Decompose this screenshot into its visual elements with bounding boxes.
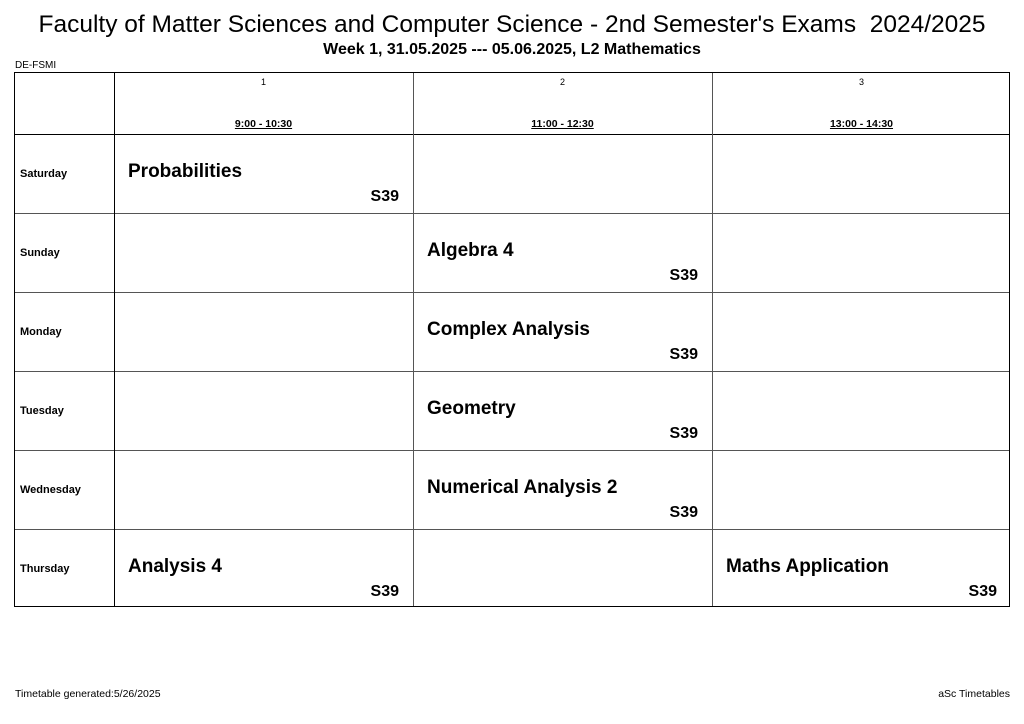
exam-subject: Complex Analysis [427,319,590,340]
exam-cell [712,529,1011,608]
exam-cell [413,450,712,529]
footer-generated: Timetable generated:5/26/2025 [15,688,161,700]
exam-cell [413,371,712,450]
exam-subject: Geometry [427,398,516,419]
period-time: 11:00 - 12:30 [531,118,594,130]
timetable-code: DE-FSMI [15,60,57,71]
exam-room: S39 [968,583,997,600]
exam-cell [114,134,413,213]
day-label-monday: Monday [20,325,62,338]
period-number: 2 [559,77,565,87]
exam-cell [413,292,712,371]
period-header-2 [413,73,712,134]
day-label-thursday: Thursday [20,562,70,575]
day-label-wednesday: Wednesday [20,483,81,496]
exam-room: S39 [669,504,698,521]
exam-cell [413,213,712,292]
exam-room: S39 [669,346,698,363]
period-time: 13:00 - 14:30 [829,118,894,130]
column-separator [712,73,713,606]
day-label-tuesday: Tuesday [20,404,64,417]
period-time: 9:00 - 10:30 [234,118,293,130]
footer-brand: aSc Timetables [938,688,1010,700]
period-header-1 [114,73,413,134]
period-number: 1 [260,77,266,87]
exam-room: S39 [370,188,399,205]
exam-room: S39 [370,583,399,600]
timetable-grid [14,72,1010,607]
exam-room: S39 [669,267,698,284]
timetable-title: Faculty of Matter Sciences and Computer Science - 2nd Semester's Exams 2024/2025 [38,11,986,38]
day-label-saturday: Saturday [20,167,68,180]
day-label-sunday: Sunday [20,246,60,259]
exam-room: S39 [669,425,698,442]
period-header-3 [712,73,1011,134]
exam-subject: Probabilities [128,161,243,182]
exam-cell [114,529,413,608]
period-number: 3 [858,77,864,87]
exam-subject: Numerical Analysis 2 [427,477,618,498]
exam-subject: Maths Application [726,556,889,577]
timetable-subtitle: Week 1, 31.05.2025 --- 05.06.2025, L2 Mathematics [323,41,701,58]
exam-subject: Algebra 4 [427,240,514,261]
exam-subject: Analysis 4 [128,556,222,577]
